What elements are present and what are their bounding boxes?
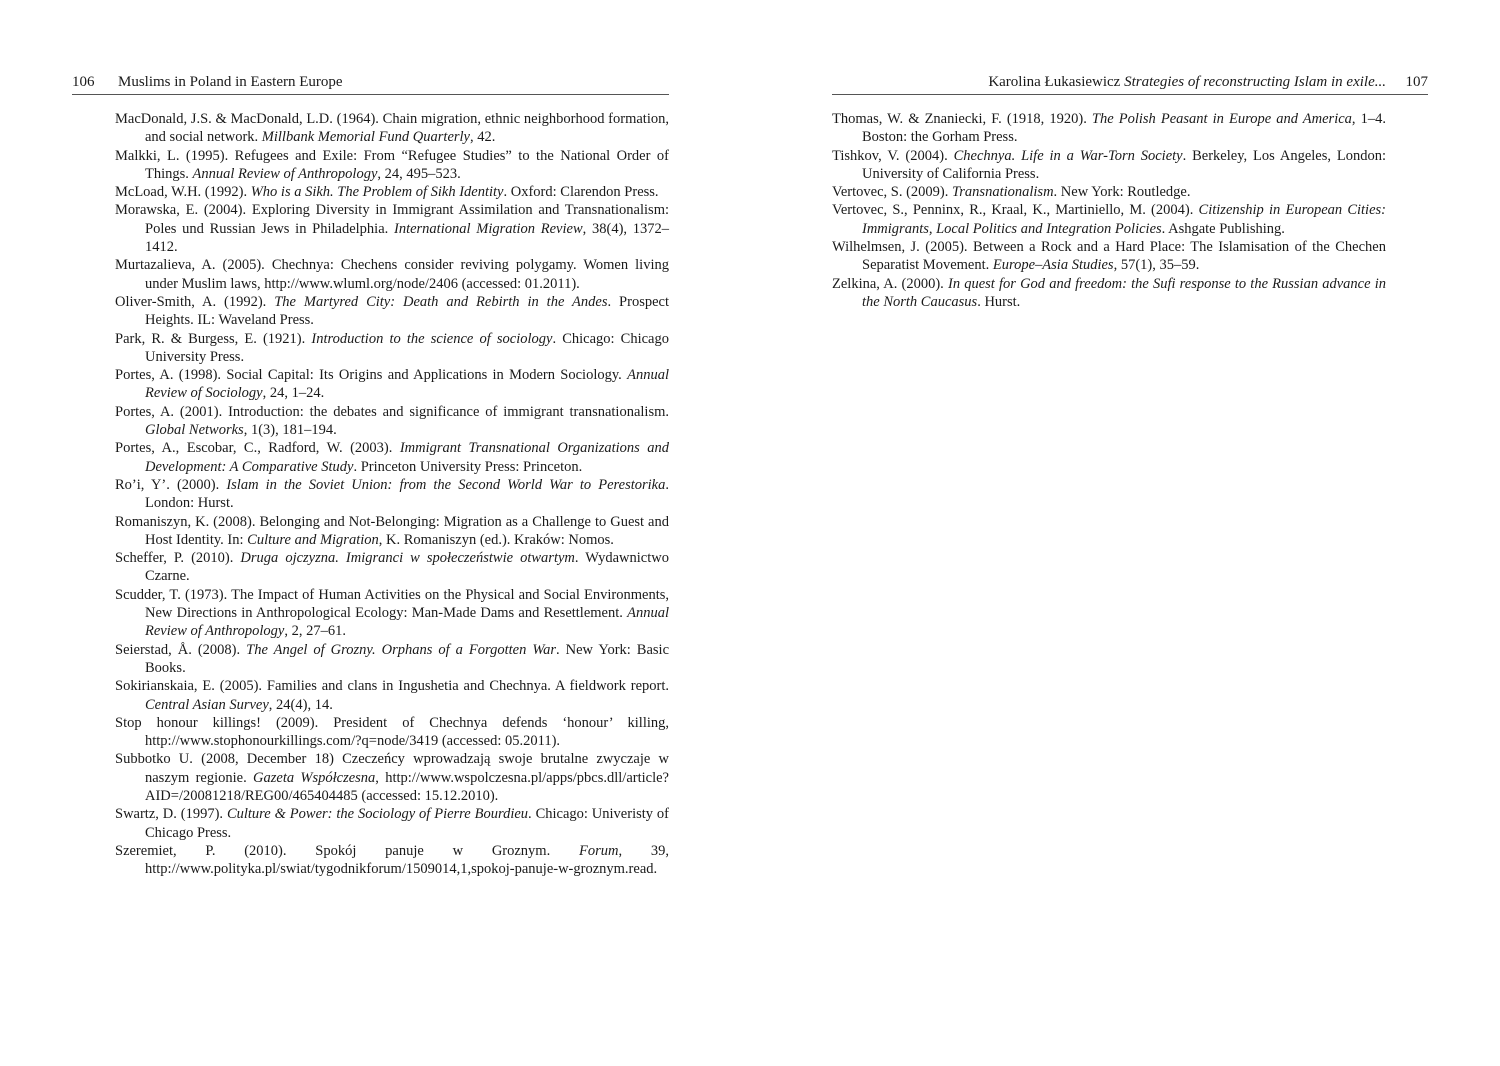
reference-entry <box>115 805 669 842</box>
reference-post: , http://www.wspolczesna.pl/apps/pbcs.dll/article?AID=/20081218/REG00/465404485 (accessed: 15.12.2010). <box>145 769 669 804</box>
reference-entry <box>115 403 669 440</box>
reference-ital: Forum <box>578 842 619 859</box>
reference-post: , 1–4. Boston: the Gorham Press. <box>862 111 1386 146</box>
reference-ital: Millbank Memorial Fund Quarterly <box>261 129 470 146</box>
reference-ital: Central Asian Survey <box>145 696 269 713</box>
reference-entry <box>115 330 669 367</box>
page-header <box>832 72 1428 95</box>
reference-entry <box>115 366 669 403</box>
reference-post: , 38(4), 1372–1412. <box>145 220 669 256</box>
reference-entry <box>832 147 1386 184</box>
reference-ital: Annual Review of Anthropology <box>192 165 378 182</box>
reference-post: . Wydawnictwo Czarne. <box>145 550 669 585</box>
reference-ital: The Angel of Grozny. Orphans of a Forgotten War <box>246 641 556 658</box>
running-title-block <box>988 72 1386 92</box>
reference-post: . Prospect Heights. IL: Waveland Press. <box>145 293 669 329</box>
reference-pre: Zelkina, A. (2000). <box>832 275 948 292</box>
reference-entry <box>832 238 1386 275</box>
reference-post: . Chicago: Univeristy of Chicago Press. <box>145 806 669 841</box>
reference-pre: Swartz, D. (1997). <box>115 806 227 823</box>
reference-pre: Morawska, E. (2004). Exploring Diversity in Immigrant Assimilation and Transnationalism: Poles und Russian Jews in Philadelphia. <box>115 202 669 237</box>
reference-pre: Scudder, T. (1973). The Impact of Human Activities on the Physical and Social Environments, New Directions in Anthropological Ecology: Man-Made Dams and Resettlement. <box>115 586 669 622</box>
reference-pre: MacDonald, J.S. & MacDonald, L.D. (1964). Chain migration, ethnic neighborhood formation, and social network. <box>115 111 669 146</box>
reference-ital: Chechnya. Life in a War-Torn Society <box>953 147 1183 164</box>
running-author: Karolina Łukasiewicz <box>988 74 1121 90</box>
reference-entry <box>115 677 669 714</box>
reference-pre: Portes, A., Escobar, C., Radford, W. (2003). <box>115 440 400 457</box>
reference-pre: Vertovec, S., Penninx, R., Kraal, K., Martiniello, M. (2004). <box>832 202 1199 219</box>
page-header <box>72 72 669 95</box>
reference-post: , 42. <box>470 129 496 146</box>
reference-entry <box>115 842 669 879</box>
reference-ital: Global Networks <box>145 422 244 439</box>
reference-pre: Oliver-Smith, A. (1992). <box>115 293 275 310</box>
reference-ital: Culture and Migration <box>247 531 379 548</box>
reference-post: . Berkeley, Los Angeles, London: University of California Press. <box>862 147 1386 182</box>
reference-post: , 1(3), 181–194. <box>243 422 337 439</box>
reference-pre: Ro’i, Y’. (2000). <box>115 476 227 493</box>
reference-pre: Szeremiet, P. (2010). Spokój panuje w Groznym. <box>115 842 579 859</box>
reference-pre: Tishkov, V. (2004). <box>832 147 954 164</box>
reference-ital: Transnationalism <box>952 184 1054 201</box>
reference-pre: Murtazalieva, A. (2005). Chechnya: Chechens consider reviving polygamy. Women living under Muslim laws, http://www.wluml.org/node/2406 (accessed: 01.2011). <box>115 257 669 292</box>
reference-post: , 24(4), 14. <box>268 696 333 713</box>
reference-post: . London: Hurst. <box>145 476 669 512</box>
reference-post: . New York: Basic Books. <box>145 641 670 676</box>
reference-entry <box>115 293 669 330</box>
reference-ital: Immigrant Transnational Organizations and Development: A Comparative Study <box>145 440 669 475</box>
reference-ital: The Martyred City: Death and Rebirth in the Andes <box>274 293 608 310</box>
reference-list <box>115 110 669 878</box>
reference-list <box>832 110 1386 311</box>
reference-entry <box>115 147 669 184</box>
reference-pre: Sokirianskaia, E. (2005). Families and clans in Ingushetia and Chechnya. A fieldwork report. <box>115 678 669 695</box>
reference-ital: In quest for God and freedom: the Sufi response to the Russian advance in the North Caucasus <box>862 275 1386 310</box>
reference-entry <box>115 513 669 550</box>
reference-entry <box>115 110 669 147</box>
page-number: 106 <box>72 74 95 90</box>
reference-ital: Gazeta Współczesna <box>253 769 376 786</box>
reference-post: , 39, http://www.polityka.pl/swiat/tygodnikforum/1509014,1,spokoj-panuje-w-groznym.read. <box>145 842 669 878</box>
reference-post: . New York: Routledge. <box>1053 184 1191 201</box>
running-title: Muslims in Poland in Eastern Europe <box>118 74 343 90</box>
reference-ital: Europe–Asia Studies <box>992 257 1114 274</box>
page-number: 107 <box>1405 74 1428 90</box>
reference-pre: Park, R. & Burgess, E. (1921). <box>115 330 312 347</box>
reference-ital: Annual Review of Anthropology <box>145 605 669 640</box>
reference-pre: Scheffer, P. (2010). <box>115 550 241 567</box>
reference-pre: Romaniszyn, K. (2008). Belonging and Not-Belonging: Migration as a Challenge to Guest and Host Identity. In: <box>115 513 669 548</box>
reference-pre: Wilhelmsen, J. (2005). Between a Rock and a Hard Place: The Islamisation of the Chechen Separatist Movement. <box>832 239 1386 274</box>
running-title: Strategies of reconstructing Islam in exile... <box>1124 74 1386 90</box>
reference-ital: Islam in the Soviet Union: from the Second World War to Perestorika <box>226 476 666 493</box>
reference-post: . Princeton University Press: Princeton. <box>353 458 583 475</box>
reference-ital: Culture & Power: the Sociology of Pierre Bourdieu <box>226 806 529 823</box>
reference-entry <box>115 549 669 586</box>
reference-pre: Vertovec, S. (2009). <box>832 184 953 201</box>
reference-pre: Malkki, L. (1995). Refugees and Exile: From “Refugee Studies” to the National Order of Things. <box>115 147 669 182</box>
reference-post: . Hurst. <box>977 293 1021 310</box>
reference-pre: Portes, A. (2001). Introduction: the debates and significance of immigrant transnationalism. <box>115 403 669 420</box>
reference-entry <box>115 183 669 201</box>
reference-post: , 57(1), 35–59. <box>1113 257 1200 274</box>
reference-post: . Chicago: Chicago University Press. <box>145 330 669 365</box>
reference-pre: Seierstad, Å. (2008). <box>115 641 247 658</box>
right-page <box>750 0 1500 1066</box>
reference-entry <box>115 714 669 751</box>
reference-entry <box>832 183 1386 201</box>
reference-ital: Introduction to the science of sociology <box>311 330 553 347</box>
reference-post: . Oxford: Clarendon Press. <box>503 184 659 201</box>
reference-entry <box>832 275 1386 312</box>
reference-post: , 2, 27–61. <box>284 623 346 640</box>
reference-pre: Stop honour killings! (2009). President of Chechnya defends ‘honour’ killing, http://www.stophonourkillings.com/?q=node/3419 (accessed: 05.2011). <box>115 714 669 750</box>
reference-ital: Annual Review of Sociology <box>145 367 669 402</box>
reference-post: , K. Romaniszyn (ed.). Kraków: Nomos. <box>378 531 614 548</box>
reference-entry <box>115 256 669 293</box>
reference-post: , 24, 1–24. <box>262 385 325 402</box>
reference-ital: Druga ojczyzna. Imigranci w społeczeństwie otwartym <box>240 550 575 567</box>
reference-entry <box>832 110 1386 147</box>
reference-entry <box>115 201 669 256</box>
reference-pre: Portes, A. (1998). Social Capital: Its Origins and Applications in Modern Sociology. <box>115 367 628 384</box>
reference-entry <box>115 750 669 805</box>
reference-entry <box>115 641 669 678</box>
reference-pre: Thomas, W. & Znaniecki, F. (1918, 1920). <box>832 111 1092 127</box>
reference-pre: Subbotko U. (2008, December 18) Czeczeńcy wprowadzają swoje brutalne zwyczaje w naszym regionie. <box>115 751 669 786</box>
reference-ital: Citizenship in European Cities: Immigrants, Local Politics and Integration Policies <box>862 202 1386 237</box>
reference-ital: Who is a Sikh. The Problem of Sikh Identity <box>250 184 504 201</box>
reference-pre: McLoad, W.H. (1992). <box>115 184 251 201</box>
reference-post: . Ashgate Publishing. <box>1161 220 1285 237</box>
reference-entry <box>115 439 669 476</box>
reference-post: , 24, 495–523. <box>377 165 461 182</box>
reference-entry <box>115 476 669 513</box>
reference-entry <box>115 586 669 641</box>
reference-entry <box>832 201 1386 238</box>
reference-ital: International Migration Review <box>394 220 583 237</box>
reference-ital: The Polish Peasant in Europe and America <box>1091 111 1352 127</box>
